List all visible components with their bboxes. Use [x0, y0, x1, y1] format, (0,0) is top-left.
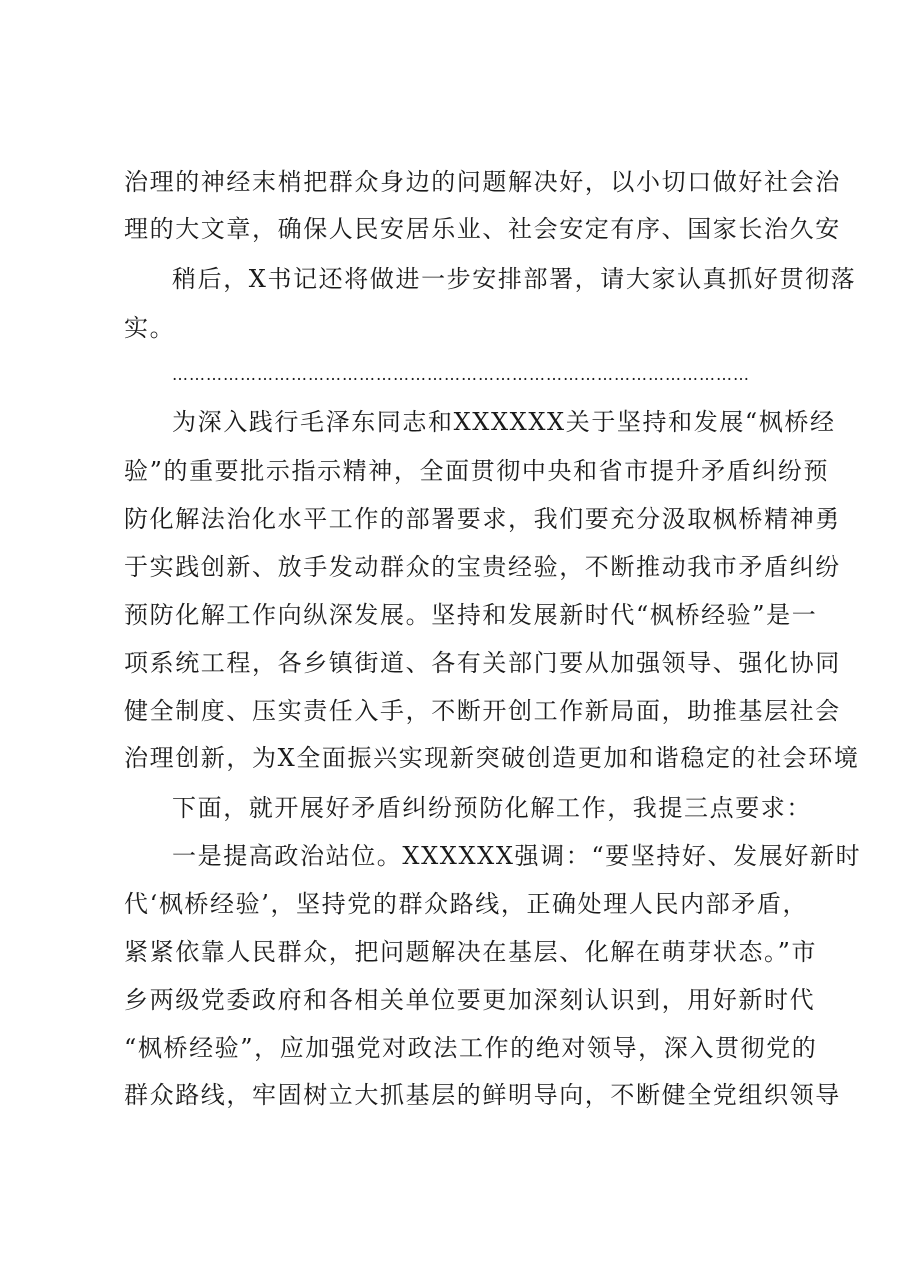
text-line: 群众路线，牢固树立大抓基层的鲜明导向，不断健全党组织领导	[124, 1081, 841, 1109]
text-line: 实。	[124, 314, 176, 342]
text-line: 项系统工程，各乡镇街道、各有关部门要从加强领导、强化协同	[124, 649, 841, 677]
text-line: 乡两级党委政府和各相关单位要更加深刻认识到，用好新时代	[124, 986, 816, 1014]
text-line: “枫桥经验”，应加强党对政法工作的绝对领导，深入贯彻党的	[124, 1034, 818, 1062]
text-line: 防化解法治化水平工作的部署要求，我们要充分汲取枫桥精神勇	[124, 505, 841, 533]
text-line: 紧紧依靠人民群众，把问题解决在基层、化解在萌芽状态。”市	[124, 938, 818, 966]
text-line: 验”的重要批示指示精神，全面贯彻中央和省市提升矛盾纠纷预	[124, 457, 830, 485]
text-line: 预防化解工作向纵深发展。坚持和发展新时代“枫桥经验”是一	[124, 601, 818, 629]
text-line: 稍后，X书记还将做进一步安排部署，请大家认真抓好贯彻落	[172, 265, 857, 293]
text-line: 理的大文章，确保人民安居乐业、社会安定有序、国家长治久安	[124, 215, 841, 243]
text-line: 代‘枫桥经验’，坚持党的群众路线，正确处理人民内部矛盾，	[124, 890, 809, 918]
separator-dots: …………………………………………………………………………………………	[172, 365, 750, 384]
text-line: 健全制度、压实责任入手，不断开创工作新局面，助推基层社会	[124, 697, 841, 725]
text-line: 为深入践行毛泽东同志和XXXXXX关于坚持和发展“枫桥经	[172, 408, 836, 436]
text-line: 治理的神经末梢把群众身边的问题解决好，以小切口做好社会治	[124, 168, 841, 196]
text-line: 下面，就开展好矛盾纠纷预防化解工作，我提三点要求：	[172, 794, 812, 822]
text-line: 于实践创新、放手发动群众的宝贵经验，不断推动我市矛盾纠纷	[124, 553, 841, 581]
text-line: 一是提高政治站位。XXXXXX强调：“要坚持好、发展好新时	[172, 842, 862, 870]
text-line: 治理创新，为X全面振兴实现新突破创造更加和谐稳定的社会环境	[124, 744, 860, 772]
